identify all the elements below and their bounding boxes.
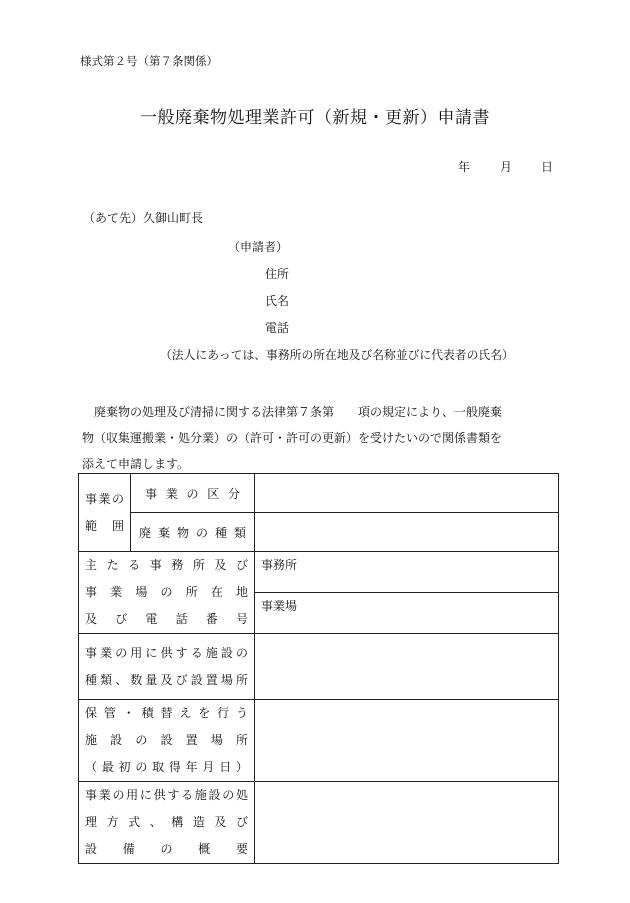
office-field[interactable] xyxy=(255,552,559,593)
page-title: 一般廃棄物処理業許可（新規・更新）申請書 xyxy=(140,108,490,128)
application-form-table xyxy=(78,473,559,864)
storage-label-line3: （最初の取得年月日） xyxy=(85,760,248,774)
applicant-phone-label: 電話 xyxy=(265,321,290,335)
scope-label-line1: 事業の xyxy=(85,491,124,506)
applicant-heading: （申請者） xyxy=(228,240,289,254)
date-year-label: 年 xyxy=(458,160,471,174)
processing-method-label xyxy=(79,782,255,864)
facility-label xyxy=(79,634,255,700)
office-label-line3: 及び電話番号 xyxy=(85,612,248,626)
date-day-label: 日 xyxy=(541,160,554,174)
application-statement xyxy=(82,399,562,477)
processing-method-field[interactable] xyxy=(255,782,559,864)
scope-label-line2: 範 囲 xyxy=(85,518,124,533)
office-sublabel: 事務所 xyxy=(261,558,298,572)
facility-label-line2: 種類、数量及び設置場所 xyxy=(85,672,248,687)
site-sublabel: 事業場 xyxy=(261,599,298,613)
statement-line-2: 物（収集運搬業・処分業）の（許可・許可の更新）を受けたいので関係書類を xyxy=(82,431,503,445)
storage-label-line1: 保管・積替えを行う xyxy=(85,706,248,720)
storage-label-line2: 施設の設置場所 xyxy=(85,733,248,747)
form-number: 様式第２号（第７条関係） xyxy=(80,54,218,68)
method-label-line2: 理方式、構造及び xyxy=(85,815,248,829)
applicant-address-label: 住所 xyxy=(265,267,290,281)
statement-line-3: 添えて申請します。 xyxy=(82,457,190,471)
business-category-field[interactable] xyxy=(255,474,559,513)
office-location-label xyxy=(79,552,255,634)
corporation-note: （法人にあっては、事務所の所在地及び名称並びに代表者の氏名） xyxy=(160,348,514,362)
addressee: （あて先）久御山町長 xyxy=(83,211,204,225)
applicant-name-label: 氏名 xyxy=(265,294,290,308)
waste-type-label: 廃棄物の種類 xyxy=(131,513,255,552)
statement-line-1: 廃棄物の処理及び清掃に関する法律第７条第 項の規定により、一般廃棄 xyxy=(94,405,503,419)
business-category-label: 事業の区分 xyxy=(131,474,255,513)
site-field[interactable] xyxy=(255,593,559,634)
office-label-line1: 主たる事務所及び xyxy=(85,558,248,572)
facility-label-line1: 事業の用に供する施設の xyxy=(85,645,248,660)
waste-type-field[interactable] xyxy=(255,513,559,552)
method-label-line3: 設備の概要 xyxy=(85,842,248,856)
facility-field[interactable] xyxy=(255,634,559,700)
office-label-line2: 事業場の所在地 xyxy=(85,585,248,599)
date-month-label: 月 xyxy=(500,160,513,174)
storage-facility-label xyxy=(79,700,255,782)
storage-facility-field[interactable] xyxy=(255,700,559,782)
method-label-line1: 事業の用に供する施設の処 xyxy=(85,788,248,802)
scope-label xyxy=(79,474,131,552)
